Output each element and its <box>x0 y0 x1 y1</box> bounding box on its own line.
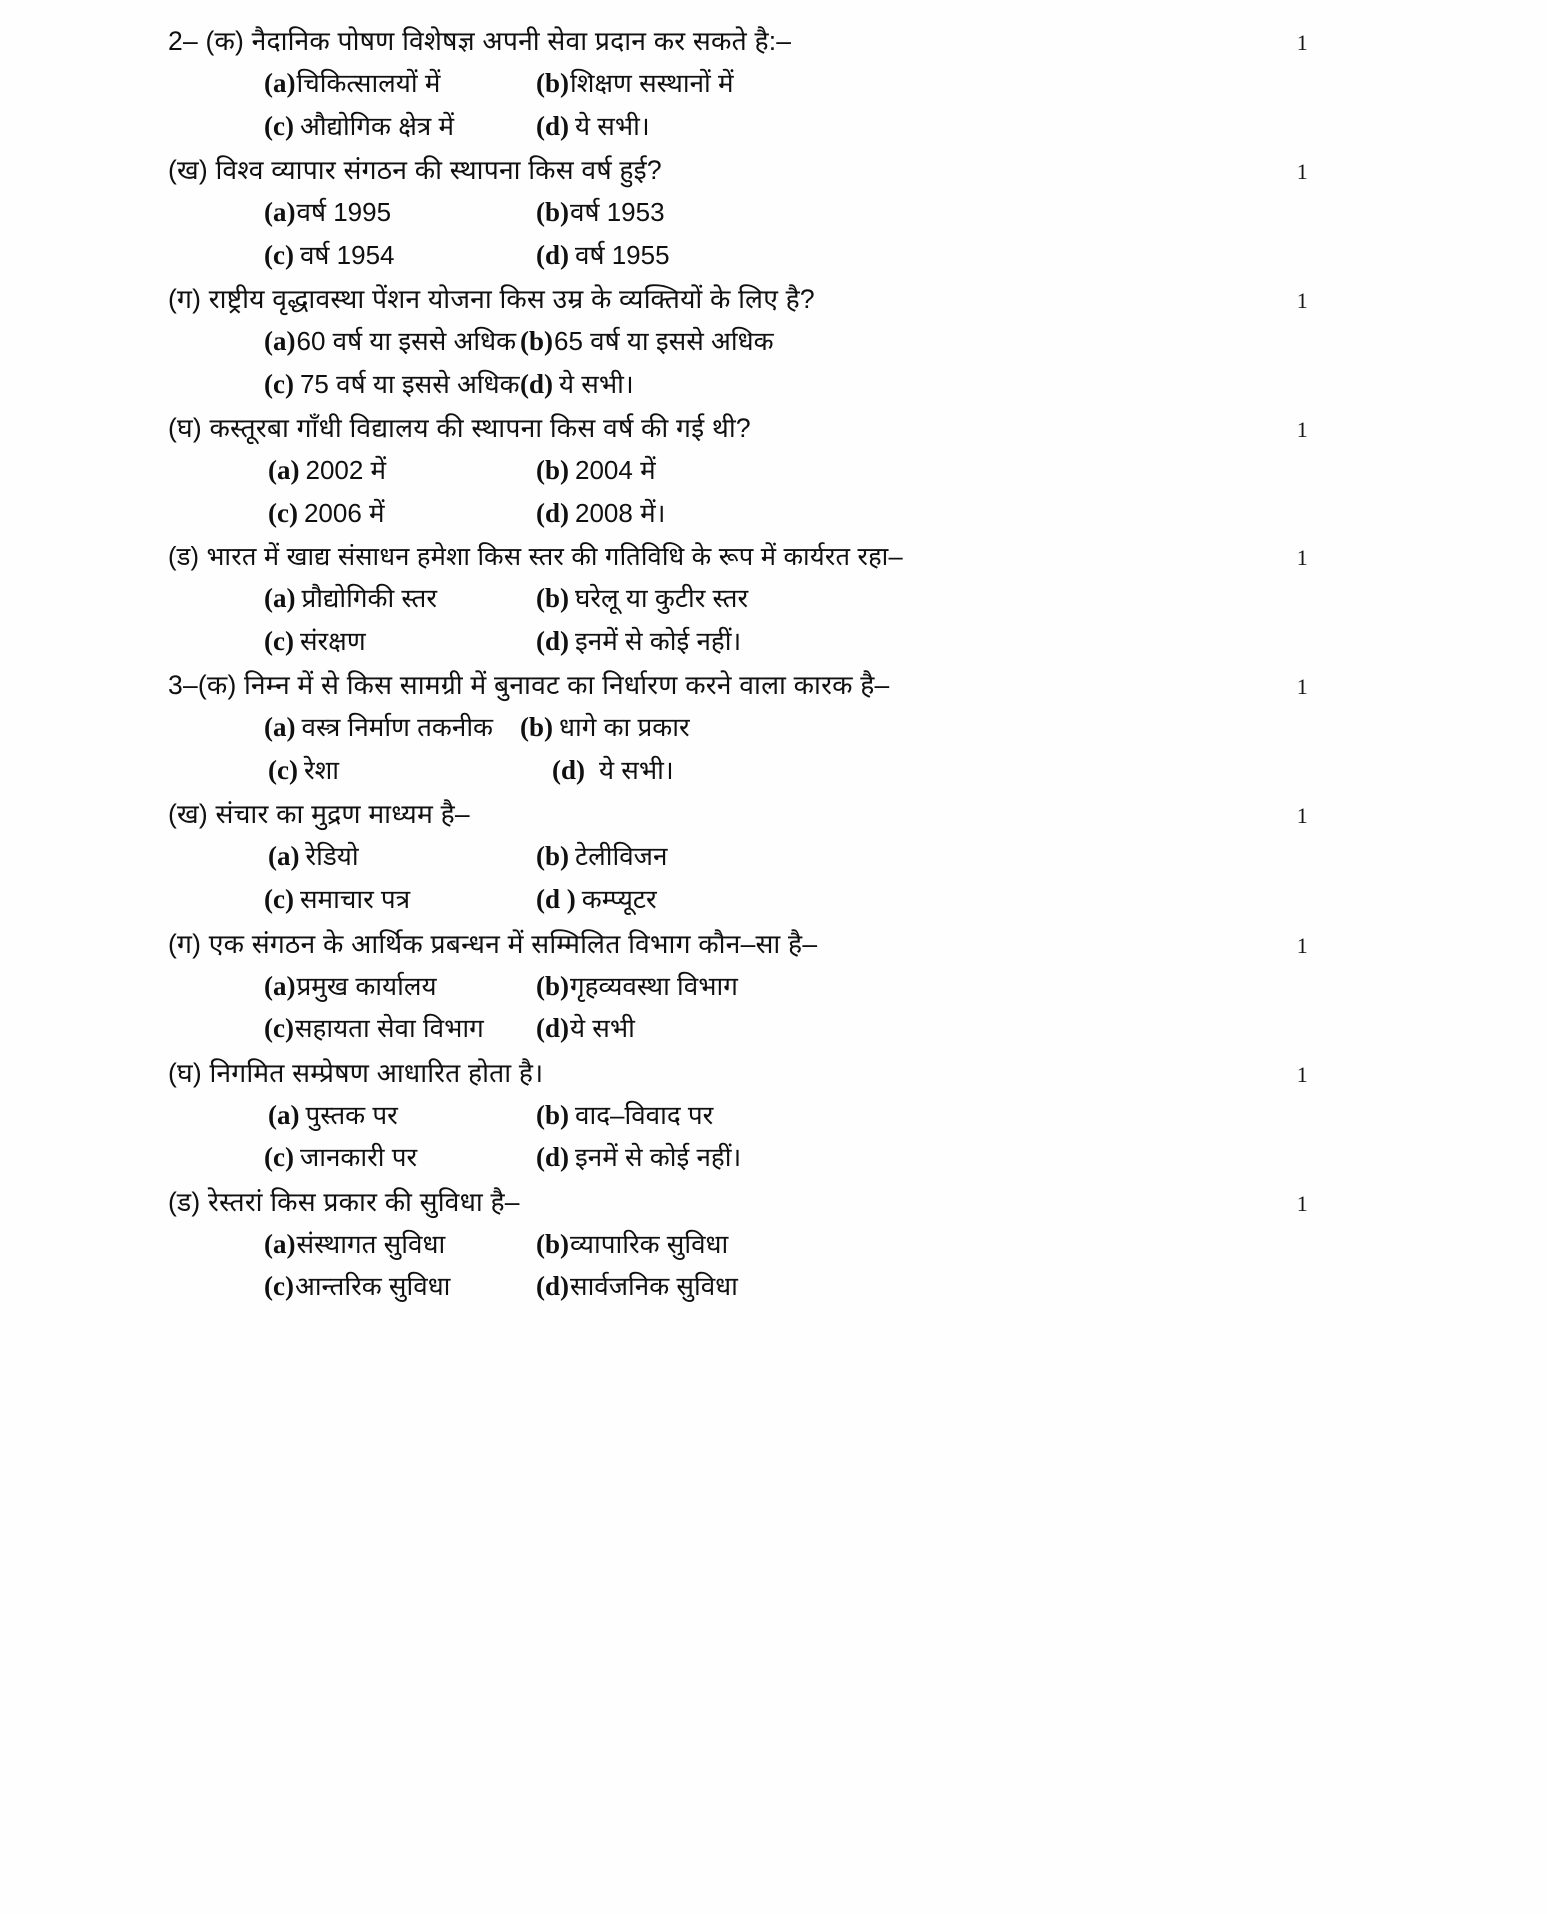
option-label: (b) <box>536 970 569 1001</box>
option-label: (d) <box>552 754 585 785</box>
option-b <box>536 1228 1036 1259</box>
option-a <box>168 328 520 356</box>
question-line <box>168 28 1308 55</box>
option-c <box>168 1015 536 1043</box>
option-text: धागे का प्रकार <box>559 712 690 743</box>
option-d <box>536 239 1036 270</box>
option-label: (a) <box>264 583 296 614</box>
option-a <box>168 70 536 98</box>
question-block-q3-da <box>168 1186 1308 1302</box>
question-block-q3-kha <box>168 801 1308 913</box>
option-text: 2002 में <box>305 455 387 486</box>
option-row <box>168 497 1308 528</box>
option-row <box>168 368 1308 399</box>
option-a <box>168 843 536 871</box>
option-b <box>536 970 1036 1001</box>
option-a <box>168 1099 536 1130</box>
question-block-q3-gha <box>168 1057 1308 1173</box>
question-marks: 1 <box>1296 1190 1308 1216</box>
option-c <box>168 886 536 914</box>
question-line <box>168 1186 1308 1217</box>
option-label: (c) <box>264 239 294 270</box>
option-b <box>536 457 1036 485</box>
option-text: पुस्तक पर <box>305 1099 398 1130</box>
option-label: (a) <box>264 197 296 228</box>
option-text: 75 वर्ष या इससे अधिक <box>299 368 520 399</box>
option-a <box>168 1228 536 1259</box>
question-block-q3-ga <box>168 928 1308 1044</box>
option-text: 65 वर्ष या इससे अधिक <box>554 326 774 357</box>
option-text: वाद–विवाद पर <box>575 1099 714 1130</box>
question-line <box>168 415 1308 442</box>
option-text: आन्तरिक सुविधा <box>294 1271 451 1302</box>
question-marks: 1 <box>1296 674 1308 700</box>
option-row <box>168 70 1308 98</box>
option-text: 2004 में <box>575 455 656 486</box>
option-label: (a) <box>268 841 300 872</box>
option-label: (d) <box>536 1142 569 1173</box>
option-d <box>536 1015 1036 1043</box>
option-text: वर्ष 1955 <box>575 239 670 270</box>
option-label: (d ) <box>536 884 576 914</box>
option-text: ये सभी। <box>575 110 650 141</box>
option-row <box>168 625 1308 656</box>
option-label: (d) <box>536 625 569 656</box>
option-text: कम्प्यूटर <box>581 884 657 914</box>
option-text: संस्थागत सुविधा <box>296 1228 446 1259</box>
option-text: 2006 में <box>303 497 385 528</box>
question-text: (ख) संचार का मुद्रण माध्यम है– <box>168 799 470 830</box>
question-block-q2-da <box>168 544 1308 655</box>
option-c <box>168 368 520 399</box>
option-row <box>168 714 1308 742</box>
question-line <box>168 672 1308 699</box>
option-label: (b) <box>536 841 569 872</box>
option-text: इनमें से कोई नहीं। <box>575 625 742 656</box>
question-marks: 1 <box>1296 1061 1308 1087</box>
question-marks: 1 <box>1296 545 1308 571</box>
option-label: (c) <box>264 368 294 399</box>
option-b <box>536 199 1036 227</box>
option-c <box>168 625 536 656</box>
option-row <box>168 585 1308 613</box>
option-label: (d) <box>536 497 569 528</box>
option-label: (b) <box>536 1099 569 1130</box>
option-c <box>168 239 536 270</box>
question-marks: 1 <box>1296 932 1308 958</box>
option-label: (d) <box>536 1271 569 1302</box>
option-row <box>168 110 1308 141</box>
option-label: (c) <box>264 625 294 656</box>
question-text: (घ) निगमित सम्प्रेषण आधारित होता है। <box>168 1057 544 1088</box>
option-row <box>168 1099 1308 1130</box>
option-text: 2008 में। <box>575 497 666 528</box>
option-label: (a) <box>264 68 296 99</box>
option-text: गृहव्यवस्था विभाग <box>570 970 738 1001</box>
question-text: (ड) भारत में खाद्य संसाधन हमेशा किस स्तर की गतिविधि के रूप में कार्यरत रहा– <box>168 543 903 572</box>
option-text: ये सभी। <box>599 754 674 785</box>
option-c <box>168 1273 536 1301</box>
option-text: टेलीविजन <box>575 841 668 872</box>
question-line <box>168 544 1308 570</box>
option-row <box>168 457 1308 485</box>
option-text: इनमें से कोई नहीं। <box>575 1142 742 1173</box>
question-block-q3-ka <box>168 672 1308 784</box>
option-text: प्रमुख कार्यालय <box>296 970 437 1001</box>
question-block-q2-gha <box>168 415 1308 527</box>
option-b <box>520 328 1020 356</box>
option-label: (c) <box>268 754 298 785</box>
option-text: वर्ष 1954 <box>299 239 395 270</box>
option-d <box>536 625 1036 656</box>
option-row <box>168 239 1308 270</box>
option-label: (c) <box>264 884 294 914</box>
option-row <box>168 843 1308 871</box>
question-text: (ख) विश्व व्यापार संगठन की स्थापना किस वर्ष हुई? <box>168 155 662 186</box>
question-line <box>168 928 1308 959</box>
question-line <box>168 157 1308 184</box>
option-text: 60 वर्ष या इससे अधिक <box>296 326 517 357</box>
option-d <box>536 497 1036 528</box>
option-label: (a) <box>264 712 296 743</box>
option-d <box>536 754 1036 785</box>
option-row <box>168 328 1308 356</box>
question-text: 2– (क) नैदानिक पोषण विशेषज्ञ अपनी सेवा प्रदान कर सकते है:– <box>168 26 792 56</box>
option-d <box>536 1273 1036 1301</box>
question-line <box>168 1057 1308 1088</box>
question-text: (ड) रेस्तरां किस प्रकार की सुविधा है– <box>168 1186 520 1217</box>
option-d <box>520 368 1020 399</box>
question-block-q2-ka <box>168 28 1308 140</box>
option-c <box>168 1144 536 1172</box>
option-text: संरक्षण <box>299 625 366 656</box>
question-marks: 1 <box>1296 30 1308 55</box>
option-label: (d) <box>520 368 553 399</box>
option-d <box>536 1144 1036 1172</box>
question-block-q2-ga <box>168 286 1308 398</box>
option-a <box>168 199 536 227</box>
question-list <box>168 28 1308 1301</box>
option-label: (d) <box>536 1013 569 1044</box>
option-row <box>168 754 1308 785</box>
option-text: घरेलू या कुटीर स्तर <box>575 583 749 614</box>
question-text: (ग) राष्ट्रीय वृद्धावस्था पेंशन योजना किस उम्र के व्यक्तियों के लिए है? <box>168 284 815 315</box>
option-label: (b) <box>520 712 553 743</box>
option-a <box>168 457 536 485</box>
question-marks: 1 <box>1296 803 1308 829</box>
question-text: (ग) एक संगठन के आर्थिक प्रबन्धन में सम्मिलित विभाग कौन–सा है– <box>168 928 818 959</box>
option-text: वर्ष 1953 <box>570 197 665 228</box>
option-text: रेशा <box>303 754 340 785</box>
option-a <box>168 585 536 613</box>
option-a <box>168 970 536 1001</box>
option-label: (a) <box>264 326 296 357</box>
option-label: (a) <box>264 970 296 1001</box>
option-text: औद्योगिक क्षेत्र में <box>299 110 455 141</box>
option-row <box>168 1273 1308 1301</box>
option-label: (a) <box>264 1228 296 1259</box>
option-text: शिक्षण सस्थानों में <box>570 68 734 99</box>
option-c <box>168 754 536 785</box>
option-label: (d) <box>536 239 569 270</box>
question-marks: 1 <box>1296 159 1308 185</box>
option-label: (c) <box>268 497 298 528</box>
option-label: (b) <box>520 326 553 357</box>
option-label: (c) <box>264 1142 294 1173</box>
option-a <box>168 714 520 742</box>
option-b <box>536 70 1036 98</box>
option-label: (b) <box>536 583 569 614</box>
option-text: व्यापारिक सुविधा <box>570 1228 729 1259</box>
option-text: सार्वजनिक सुविधा <box>570 1271 738 1302</box>
option-row <box>168 1228 1308 1259</box>
option-label: (b) <box>536 197 569 228</box>
option-b <box>520 714 1020 742</box>
option-row <box>168 970 1308 1001</box>
option-b <box>536 843 1036 871</box>
option-label: (b) <box>536 68 569 99</box>
question-text: 3–(क) निम्न में से किस सामग्री में बुनावट का निर्धारण करने वाला कारक है– <box>168 670 890 701</box>
option-text: रेडियो <box>305 841 359 872</box>
option-c <box>168 110 536 141</box>
option-label: (a) <box>268 1099 300 1130</box>
option-label: (c) <box>264 1271 294 1302</box>
question-line <box>168 801 1308 828</box>
option-text: ये सभी। <box>559 368 634 399</box>
option-label: (c) <box>264 1013 294 1044</box>
option-label: (b) <box>536 1228 569 1259</box>
option-text: सहायता सेवा विभाग <box>294 1013 484 1044</box>
option-d <box>536 886 1036 914</box>
question-block-q2-kha <box>168 157 1308 269</box>
option-b <box>536 585 1036 613</box>
option-c <box>168 497 536 528</box>
option-row <box>168 1144 1308 1172</box>
option-text: वस्त्र निर्माण तकनीक <box>301 712 494 743</box>
question-marks: 1 <box>1296 288 1308 314</box>
option-label: (a) <box>268 455 300 486</box>
option-label: (d) <box>536 110 569 141</box>
option-label: (c) <box>264 110 294 141</box>
option-text: चिकित्सालयों में <box>296 68 441 99</box>
option-text: ये सभी <box>570 1013 635 1044</box>
question-marks: 1 <box>1296 417 1308 443</box>
option-text: वर्ष 1995 <box>296 197 392 228</box>
question-text: (घ) कस्तूरबा गाँधी विद्यालय की स्थापना किस वर्ष की गई थी? <box>168 413 751 444</box>
option-row <box>168 1015 1308 1043</box>
option-row <box>168 199 1308 227</box>
question-line <box>168 286 1308 313</box>
option-text: समाचार पत्र <box>299 884 411 914</box>
option-d <box>536 110 1036 141</box>
option-text: जानकारी पर <box>299 1142 418 1173</box>
option-b <box>536 1099 1036 1130</box>
option-label: (b) <box>536 455 569 486</box>
option-text: प्रौद्योगिकी स्तर <box>301 583 437 614</box>
option-row <box>168 886 1308 914</box>
